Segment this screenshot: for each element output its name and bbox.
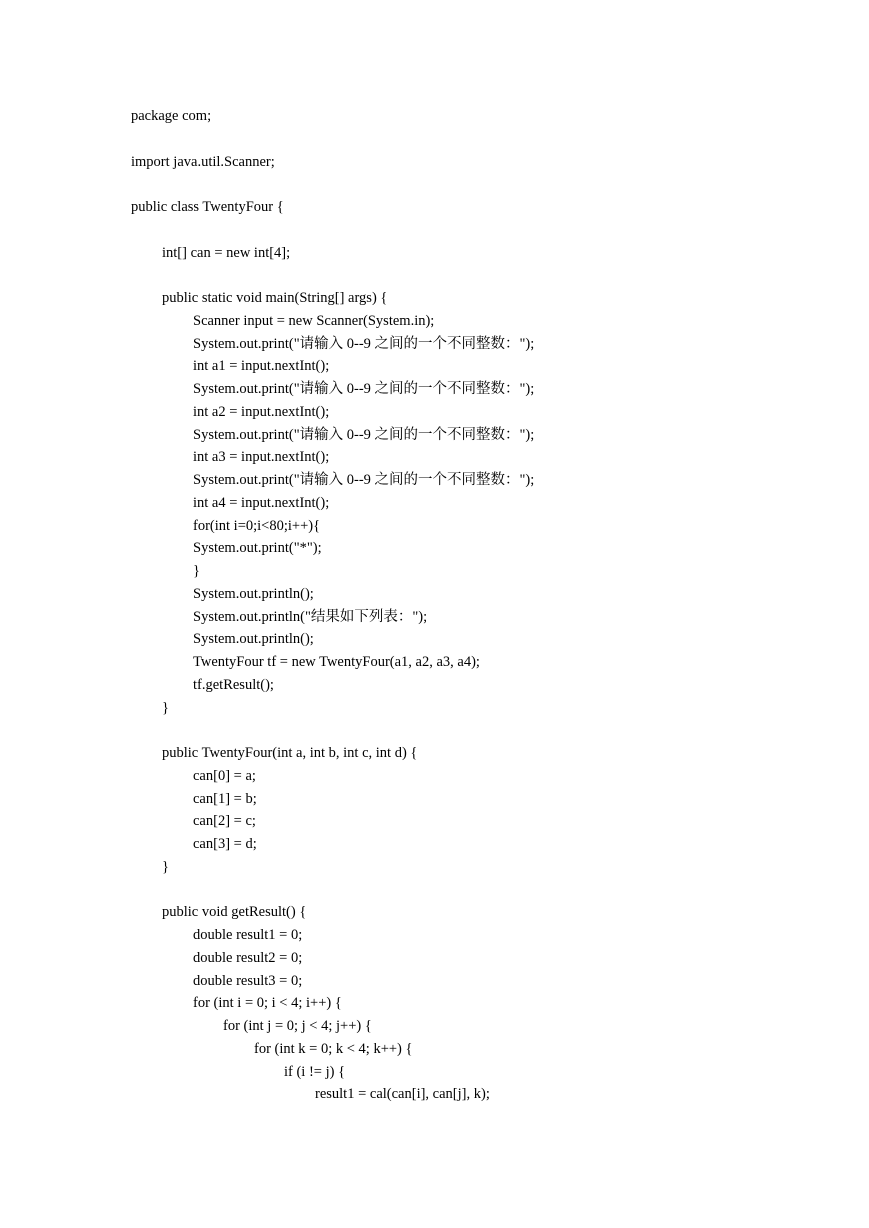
code-line: result1 = cal(can[i], can[j], k);	[315, 1086, 490, 1103]
code-line: System.out.print("*");	[193, 540, 322, 557]
blank-line	[131, 173, 831, 196]
code-line: can[0] = a;	[193, 767, 256, 784]
code-line: can[3] = d;	[193, 836, 257, 852]
code-line: TwentyFour tf = new TwentyFour(a1, a2, a3, a4);	[193, 654, 480, 670]
code-line: for(int i=0;i<80;i++){	[193, 517, 321, 534]
blank-line	[131, 264, 831, 287]
code-line: can[2] = c;	[193, 813, 256, 830]
code-line: int a1 = input.nextInt();	[193, 358, 330, 375]
code-line: public TwentyFour(int a, int b, int c, int d) {	[162, 745, 418, 761]
code-line: System.out.print("请输入 0--9 之间的一个不同整数：");	[193, 381, 535, 397]
code-line: System.out.print("请输入 0--9 之间的一个不同整数：");	[193, 335, 535, 352]
code-listing	[131, 105, 831, 1106]
code-line: System.out.println();	[193, 585, 314, 602]
code-line: import java.util.Scanner;	[131, 153, 275, 170]
code-line: public void getResult() {	[162, 904, 307, 921]
code-line: for (int j = 0; j < 4; j++) {	[223, 1018, 372, 1034]
code-line: int a4 = input.nextInt();	[193, 494, 330, 511]
code-line: System.out.print("请输入 0--9 之间的一个不同整数：");	[193, 472, 535, 488]
code-line: for (int i = 0; i < 4; i++) {	[193, 995, 342, 1012]
code-line: public static void main(String[] args) {	[162, 290, 388, 306]
code-line: if (i != j) {	[284, 1063, 346, 1080]
code-line: int[] can = new int[4];	[162, 244, 291, 261]
code-line: System.out.println("结果如下列表：");	[193, 608, 428, 625]
code-line: can[1] = b;	[193, 790, 257, 807]
code-line: }	[162, 699, 169, 716]
blank-line	[131, 719, 831, 742]
code-line: Scanner input = new Scanner(System.in);	[193, 312, 435, 329]
code-line: int a2 = input.nextInt();	[193, 403, 330, 420]
code-line: }	[162, 858, 169, 875]
code-line: double result3 = 0;	[193, 972, 303, 989]
blank-line	[131, 879, 831, 902]
code-line: System.out.print("请输入 0--9 之间的一个不同整数：");	[193, 426, 535, 443]
code-line: tf.getResult();	[193, 676, 274, 693]
code-line: double result1 = 0;	[193, 927, 303, 943]
blank-line	[131, 219, 831, 242]
blank-line	[131, 128, 831, 151]
code-line: System.out.println();	[193, 631, 314, 648]
code-line: }	[193, 563, 200, 579]
code-line: double result2 = 0;	[193, 949, 303, 966]
code-line: int a3 = input.nextInt();	[193, 449, 330, 466]
code-line: package com;	[131, 108, 212, 124]
code-line: public class TwentyFour {	[131, 199, 284, 215]
code-line: for (int k = 0; k < 4; k++) {	[254, 1040, 413, 1057]
